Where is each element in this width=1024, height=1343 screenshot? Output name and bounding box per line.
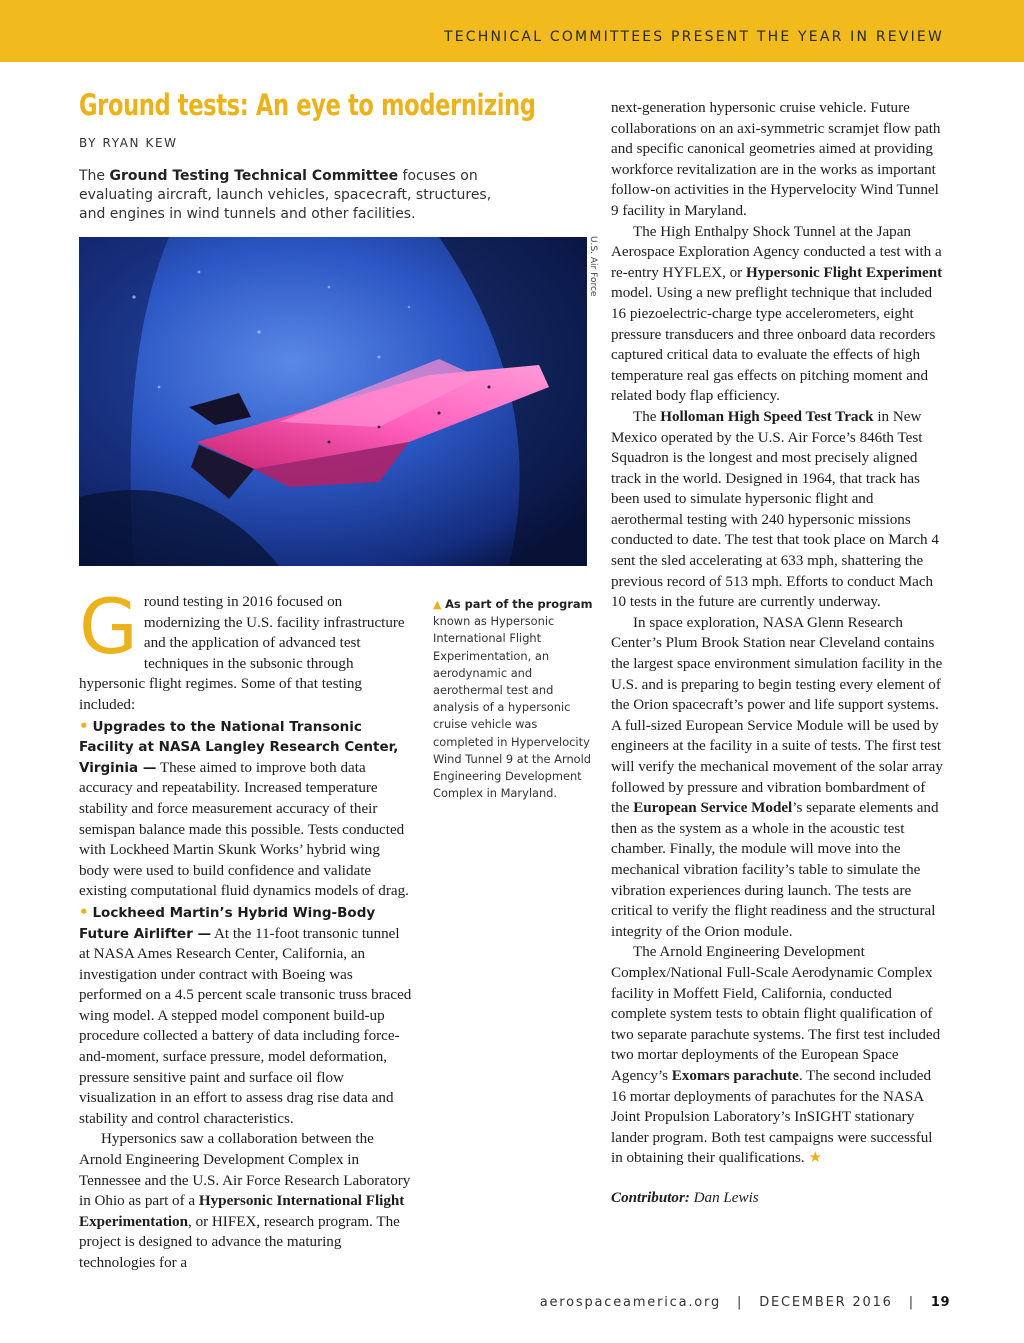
article-column-right — [611, 98, 947, 1208]
bullet-item: • Lockheed Martin’s Hybrid Wing-Body Future Airlifter — At the 11-foot transonic tunnel at NASA Ames Research Center, California, an investigation under contract with Boeing was performed on a 4.5 percent scale transonic truss braced wing model. A stepped model component build-up procedure collected a battery of data including force-and-moment, surface pressure, model deformation, pressure sensitive paint and surface oil flow visualization in an effort to assess drag rise data and stability and control characteristics. — [79, 902, 412, 1127]
paragraph: The High Enthalpy Shock Tunnel at the Japan Aerospace Exploration Agency conducted a test with a re-entry HYFLEX, or Hypersonic Flight Experiment model. Using a new preflight technique that included 16 piezoelectric-charge type accelerometers, eight pressure transducers and three onboard data recorders captured critical data to evaluate the effects of high temperature real gas effects on pitching moment and related body flap efficiency. — [611, 223, 943, 405]
photo-caption: ▲ As part of the program known as Hypersonic International Flight Experimentation, an aerodynamic and aerothermal test and analysis of a hypersonic cruise vehicle was completed in Hypervelocity Wind Tunnel 9 at the Arnold Engineering Development Complex in Maryland. — [433, 597, 593, 801]
committee-name: Ground Testing Technical Committee — [109, 168, 399, 184]
caption-triangle-icon: ▲ — [433, 598, 442, 611]
end-star-icon: ★ — [808, 1150, 822, 1167]
section-title: TECHNICAL COMMITTEES PRESENT THE YEAR IN REVIEW — [443, 29, 944, 45]
photo-credit: U.S. Air Force — [588, 236, 598, 297]
article-intro: The Ground Testing Technical Committee focuses on evaluating aircraft, launch vehicles, spacecraft, structures, and engines in wind tunnels and other facilities. — [79, 168, 492, 222]
contributor: Contributor: Dan Lewis — [611, 1189, 759, 1206]
article-column-left — [79, 582, 413, 1274]
byline: BY RYAN KEW — [79, 136, 178, 150]
page-footer: aerospaceamerica.org | DECEMBER 2016 | 19 — [539, 1295, 950, 1310]
page-number: 19 — [930, 1295, 950, 1310]
drop-cap: G — [79, 582, 138, 671]
paragraph: next-generation hypersonic cruise vehicle. Future collaborations on an axi-symmetric scramjet flow path and specific canonical geometries aimed at providing workforce revitalization are in the works as important follow-on activities in the Hypervelocity Wind Tunnel 9 facility in Maryland. — [611, 100, 941, 219]
bullet-item: • Upgrades to the National Transonic Facility at NASA Langley Research Center, Virginia — These aimed to improve both data accuracy and repeatability. Increased temperature stability and force measurement accuracy of their semispan balance made this possible. Tests conducted with Lockheed Martin Skunk Works’ hybrid wing body were used to build confidence and validate existing computational fluid dynamics models of drag. — [79, 716, 409, 900]
opening-paragraph: Ground testing in 2016 focused on modernizing the U.S. facility infrastructure and the application of advanced test techniques in the subsonic through hypersonic flight regimes. Some of that testing included: — [79, 582, 405, 713]
article-title: Ground tests: An eye to modernizing — [79, 88, 536, 122]
footer-date: DECEMBER 2016 — [759, 1295, 893, 1310]
bullet-icon: • — [79, 902, 89, 921]
header-banner — [0, 0, 1024, 62]
footer-site: aerospaceamerica.org — [539, 1295, 722, 1310]
bullet-icon: • — [79, 716, 89, 735]
paragraph: The Arnold Engineering Development Complex/National Full-Scale Aerodynamic Complex facility in Moffett Field, California, conducted complete system tests to obtain flight qualification of two separate parachute systems. The first test included two mortar deployments of the European Space Agency’s Exomars parachute. The second included 16 mortar deployments of parachutes for the NASA Joint Propulsion Laboratory’s InSIGHT stationary lander program. Both test campaigns were successful in obtaining their qualifications. ★ — [611, 944, 941, 1167]
wind-tunnel-photo — [79, 237, 587, 566]
paragraph: The Holloman High Speed Test Track in New Mexico operated by the U.S. Air Force’s 846th Test Squadron is the longest and most precisely aligned track in the world. Designed in 1964, that track has been used to simulate hypersonic flight and aerothermal testing with 240 hypersonic missions conducted to date. The test that took place on March 4 sent the sled accelerating at 633 mph, shattering the previous record of 513 mph. Efforts to conduct Mach 10 tests in the future are currently underway. — [611, 408, 939, 611]
paragraph: In space exploration, NASA Glenn Research Center’s Plum Brook Station near Cleveland contains the largest space environment simulation facility in the U.S. and is preparing to begin testing every element of the Orion spacecraft’s power and life support systems. A full-sized European Service Module will be used by engineers at the facility in a suite of tests. The first test will verify the mechanical movement of the solar array followed by pressure and vibration bombardment of the European Service Model’s separate elements and then as the system as a whole in the acoustic test chamber. Finally, the module will move into the mechanical vibration facility’s table to simulate the vibration experiences during launch. The tests are critical to verify the flight readiness and the structural integrity of the Orion module. — [611, 614, 943, 940]
paragraph: Hypersonics saw a collaboration between the Arnold Engineering Development Complex in Tennessee and the U.S. Air Force Research Laboratory in Ohio as part of a Hypersonic International Flight Experimentation, or HIFEX, research program. The project is designed to advance the maturing technologies for a — [79, 1131, 411, 1271]
